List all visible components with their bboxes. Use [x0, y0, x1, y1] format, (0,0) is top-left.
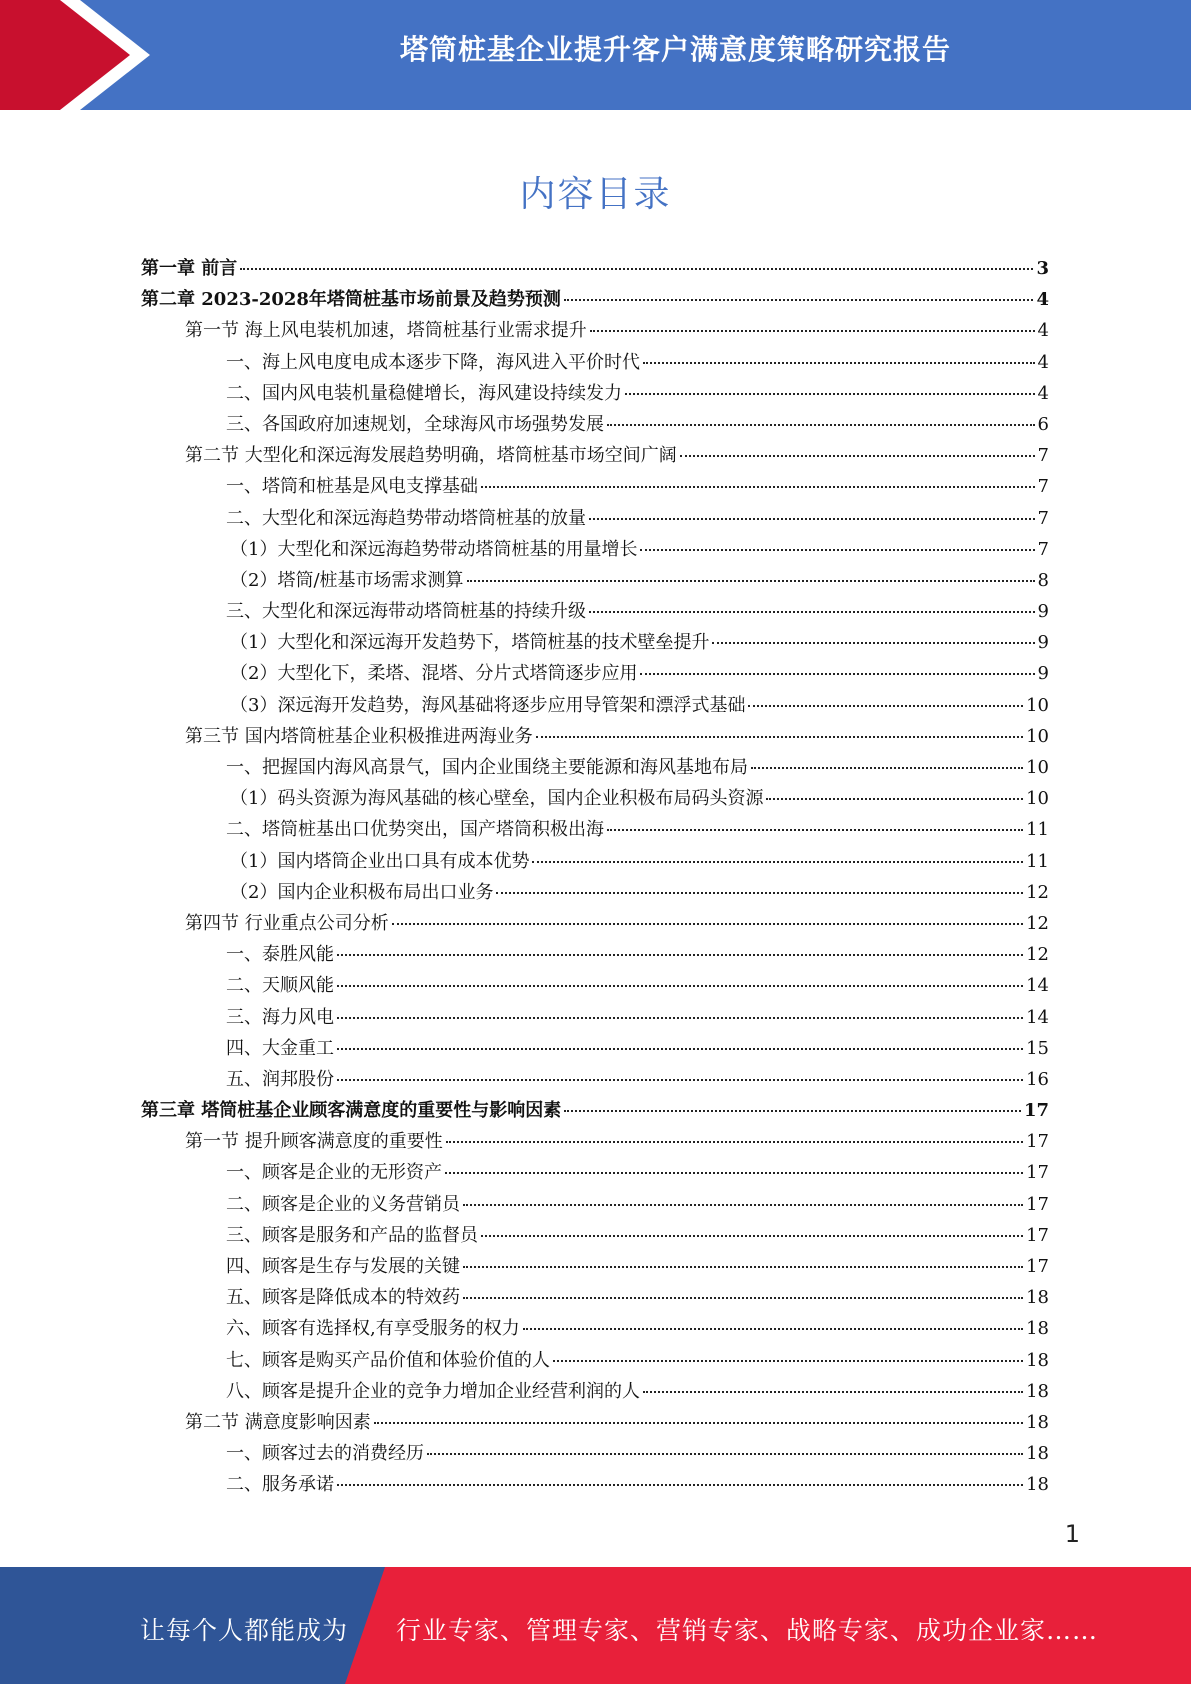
toc-leader-dots [467, 580, 1035, 582]
toc-leader-dots [427, 1453, 1023, 1455]
toc-entry-page: 18 [1026, 1287, 1049, 1309]
toc-entry-page: 16 [1026, 1068, 1049, 1090]
toc-entry-title: 一、顾客是企业的无形资产 [226, 1162, 442, 1184]
toc-entry-page: 12 [1026, 912, 1049, 934]
toc-entry[interactable] [141, 1470, 1049, 1501]
toc-leader-dots [463, 1297, 1023, 1299]
toc-leader-dots [337, 1048, 1023, 1050]
toc-entry-page: 14 [1026, 975, 1049, 997]
header-banner [0, 0, 1191, 110]
toc-entry-title: （1）大型化和深远海趋势带动塔筒桩基的用量增长 [230, 538, 638, 560]
toc-leader-dots [643, 1391, 1023, 1393]
toc-entry-page: 17 [1026, 1224, 1049, 1246]
toc-entry-title: 二、国内风电装机量稳健增长，海风建设持续发力 [226, 382, 622, 404]
toc-entry-title: 二、天顺风能 [226, 975, 334, 997]
toc-leader-dots [751, 767, 1023, 769]
toc-entry-title: （2）大型化下，柔塔、混塔、分片式塔筒逐步应用 [230, 663, 638, 685]
report-title: 塔筒桩基企业提升客户满意度策略研究报告 [399, 33, 951, 66]
toc-entry-page: 10 [1026, 694, 1049, 716]
toc-entry-page: 9 [1037, 632, 1049, 654]
toc-entry-page: 7 [1037, 507, 1049, 529]
toc-entry[interactable] [141, 1252, 1049, 1283]
toc-entry[interactable] [141, 316, 1049, 347]
toc-entry[interactable] [141, 1065, 1049, 1096]
toc-entry-page: 10 [1026, 757, 1049, 778]
toc-leader-dots [564, 1110, 1021, 1112]
footer-banner [0, 1567, 1191, 1684]
toc-entry[interactable] [141, 504, 1049, 535]
toc-leader-dots [748, 705, 1023, 707]
toc-entry-title: 三、海力风电 [226, 1006, 334, 1028]
toc-leader-dots [337, 954, 1023, 956]
toc-entry-page: 11 [1026, 850, 1049, 872]
toc-entry-title: 二、服务承诺 [226, 1474, 334, 1496]
page-number: 1 [1064, 1520, 1080, 1548]
toc-entry-title: 一、把握国内海风高景气，国内企业围绕主要能源和海风基地布局 [226, 757, 748, 778]
toc-entry-page: 9 [1037, 663, 1049, 685]
toc-leader-dots [564, 299, 1034, 301]
toc-entry-title: （1）国内塔筒企业出口具有成本优势 [230, 850, 530, 872]
toc-leader-dots [553, 1360, 1023, 1362]
toc-title: 内容目录 [519, 174, 672, 215]
toc-entry-page: 8 [1037, 569, 1049, 591]
toc-entry-title: 第二章 2023-2028年塔筒桩基市场前景及趋势预测 [141, 289, 561, 311]
toc-entry[interactable] [141, 815, 1049, 846]
toc-entry[interactable] [141, 348, 1049, 379]
toc-entry[interactable] [141, 1034, 1049, 1065]
toc-entry-page: 3 [1036, 258, 1049, 279]
toc-leader-dots [607, 424, 1035, 426]
toc-leader-dots [532, 861, 1023, 863]
toc-entry-page: 18 [1026, 1380, 1049, 1402]
toc-entry-title: 第三章 塔筒桩基企业顾客满意度的重要性与影响因素 [141, 1100, 562, 1122]
toc-leader-dots [607, 829, 1023, 831]
toc-entry-title: （1）大型化和深远海开发趋势下，塔筒桩基的技术壁垒提升 [230, 632, 710, 654]
toc-leader-dots [446, 1141, 1023, 1143]
toc-entry-title: 八、顾客是提升企业的竞争力增加企业经营利润的人 [226, 1380, 640, 1402]
toc-entry-page: 7 [1037, 538, 1049, 560]
toc-entry[interactable] [141, 628, 1049, 659]
toc-entry-page: 17 [1026, 1131, 1049, 1153]
toc-entry[interactable] [141, 1408, 1049, 1439]
toc-entry[interactable] [141, 909, 1049, 940]
toc-entry-title: 四、顾客是生存与发展的关键 [226, 1256, 460, 1277]
toc-entry-page: 17 [1026, 1162, 1049, 1184]
toc-leader-dots [590, 330, 1035, 332]
toc-entry-title: （2）国内企业积极布局出口业务 [230, 881, 494, 903]
toc-leader-dots [640, 673, 1034, 675]
toc-entry[interactable] [141, 1003, 1049, 1034]
toc-entry[interactable] [141, 722, 1049, 753]
toc-entry[interactable] [141, 659, 1049, 690]
toc-entry-page: 4 [1036, 289, 1049, 311]
toc-entry-title: 第二节 大型化和深远海发展趋势明确，塔筒桩基市场空间广阔 [185, 445, 677, 467]
toc-leader-dots [589, 611, 1035, 613]
toc-leader-dots [337, 1017, 1023, 1019]
toc-entry-title: 六、顾客有选择权,有享受服务的权力 [226, 1318, 520, 1340]
toc-leader-dots [643, 362, 1035, 364]
toc-entry-page: 14 [1026, 1006, 1049, 1028]
toc-entry-title: 第一节 海上风电装机加速，塔筒桩基行业需求提升 [185, 320, 587, 342]
toc-entry-title: 七、顾客是购买产品价值和体验价值的人 [226, 1349, 550, 1371]
toc-entry[interactable] [141, 441, 1049, 472]
toc-entry[interactable] [141, 878, 1049, 909]
toc-entry[interactable] [141, 847, 1049, 878]
toc-entry-page: 17 [1023, 1100, 1049, 1122]
toc-entry[interactable] [141, 691, 1049, 722]
toc-entry-title: 三、顾客是服务和产品的监督员 [226, 1224, 478, 1246]
toc-entry[interactable] [141, 566, 1049, 597]
toc-entry[interactable] [141, 254, 1049, 285]
toc-leader-dots [481, 486, 1035, 488]
toc-entry-page: 17 [1026, 1256, 1049, 1277]
toc-entry[interactable] [141, 1314, 1049, 1345]
toc-entry-title: 第一节 提升顾客满意度的重要性 [185, 1131, 443, 1153]
toc-entry[interactable] [141, 784, 1049, 815]
toc-leader-dots [481, 1235, 1023, 1237]
toc-entry-page: 18 [1026, 1443, 1049, 1465]
toc-entry-page: 12 [1026, 881, 1049, 903]
toc-entry-title: 一、塔筒和桩基是风电支撑基础 [226, 476, 478, 498]
toc-entry-page: 17 [1026, 1193, 1049, 1215]
toc-leader-dots [337, 985, 1023, 987]
toc-entry[interactable] [141, 1283, 1049, 1314]
toc-entry-title: 一、海上风电度电成本逐步下降，海风进入平价时代 [226, 351, 640, 373]
toc-leader-dots [445, 1172, 1023, 1174]
toc-entry-title: 四、大金重工 [226, 1037, 334, 1059]
toc-entry-title: 第一章 前言 [141, 258, 238, 279]
toc-entry-page: 10 [1026, 725, 1049, 747]
toc-entry[interactable] [141, 753, 1049, 784]
toc-entry[interactable] [141, 410, 1049, 441]
toc-entry-title: （3）深远海开发趋势，海风基础将逐步应用导管架和漂浮式基础 [230, 694, 746, 716]
toc-entry[interactable] [141, 1346, 1049, 1377]
toc-entry-title: 一、顾客过去的消费经历 [226, 1443, 424, 1465]
toc-entry-page: 18 [1026, 1318, 1049, 1340]
toc-entry-page: 4 [1037, 382, 1049, 404]
toc-leader-dots [712, 642, 1034, 644]
toc-entry-page: 18 [1026, 1474, 1049, 1496]
toc-entry[interactable] [141, 1127, 1049, 1158]
toc-entry[interactable] [141, 940, 1049, 971]
toc-entry-page: 6 [1037, 413, 1049, 435]
toc-entry[interactable] [141, 1221, 1049, 1252]
toc-entry-title: 二、塔筒桩基出口优势突出，国产塔筒积极出海 [226, 819, 604, 841]
toc-entry-page: 4 [1037, 320, 1049, 342]
table-of-contents [141, 254, 1049, 1502]
toc-entry-title: 第二节 满意度影响因素 [185, 1411, 371, 1433]
toc-leader-dots [337, 1079, 1023, 1081]
toc-entry[interactable] [141, 597, 1049, 628]
toc-entry-page: 18 [1026, 1349, 1049, 1371]
toc-leader-dots [589, 518, 1035, 520]
toc-leader-dots [392, 923, 1023, 925]
toc-entry[interactable] [141, 1096, 1049, 1127]
toc-entry-title: 第三节 国内塔筒桩基企业积极推进两海业务 [185, 725, 533, 747]
toc-entry-title: 二、顾客是企业的义务营销员 [226, 1193, 460, 1215]
toc-entry-page: 18 [1026, 1411, 1049, 1433]
toc-entry-page: 9 [1037, 601, 1049, 623]
toc-entry-page: 7 [1037, 476, 1049, 498]
toc-entry-page: 12 [1026, 944, 1049, 966]
toc-leader-dots [337, 1484, 1023, 1486]
toc-entry-title: 二、大型化和深远海趋势带动塔筒桩基的放量 [226, 507, 586, 529]
toc-entry-title: 第四节 行业重点公司分析 [185, 912, 389, 934]
toc-entry-title: 一、泰胜风能 [226, 944, 334, 966]
toc-leader-dots [523, 1328, 1023, 1330]
toc-entry[interactable] [141, 472, 1049, 503]
toc-leader-dots [625, 393, 1035, 395]
toc-entry[interactable] [141, 535, 1049, 566]
toc-entry-title: （1）码头资源为海风基础的核心壁垒，国内企业积极布局码头资源 [230, 788, 764, 810]
toc-entry[interactable] [141, 1158, 1049, 1189]
toc-entry-title: 三、大型化和深远海带动塔筒桩基的持续升级 [226, 601, 586, 623]
toc-leader-dots [240, 268, 1033, 270]
toc-leader-dots [463, 1204, 1023, 1206]
toc-leader-dots [496, 892, 1023, 894]
toc-entry-title: 三、各国政府加速规划，全球海风市场强势发展 [226, 413, 604, 435]
toc-entry-page: 4 [1037, 351, 1049, 373]
toc-entry[interactable] [141, 1377, 1049, 1408]
toc-entry[interactable] [141, 379, 1049, 410]
toc-entry[interactable] [141, 971, 1049, 1002]
toc-leader-dots [640, 549, 1034, 551]
toc-entry-page: 7 [1037, 445, 1049, 467]
toc-leader-dots [680, 455, 1035, 457]
toc-entry-page: 11 [1026, 819, 1049, 841]
footer-slogan-left: 让每个人都能成为 [140, 1616, 349, 1645]
toc-entry-page: 10 [1026, 788, 1049, 810]
toc-leader-dots [766, 798, 1023, 800]
toc-entry-page: 15 [1026, 1037, 1049, 1059]
toc-leader-dots [463, 1266, 1023, 1268]
toc-entry[interactable] [141, 1190, 1049, 1221]
toc-leader-dots [374, 1422, 1023, 1424]
toc-entry[interactable] [141, 1439, 1049, 1470]
footer-slogan-right: 行业专家、管理专家、营销专家、战略专家、成功企业家…… [396, 1616, 1099, 1645]
toc-entry-title: 五、顾客是降低成本的特效药 [226, 1287, 460, 1309]
toc-leader-dots [536, 736, 1023, 738]
toc-entry-title: （2）塔筒/桩基市场需求测算 [230, 569, 464, 591]
toc-entry-title: 五、润邦股份 [226, 1068, 334, 1090]
toc-entry[interactable] [141, 285, 1049, 316]
